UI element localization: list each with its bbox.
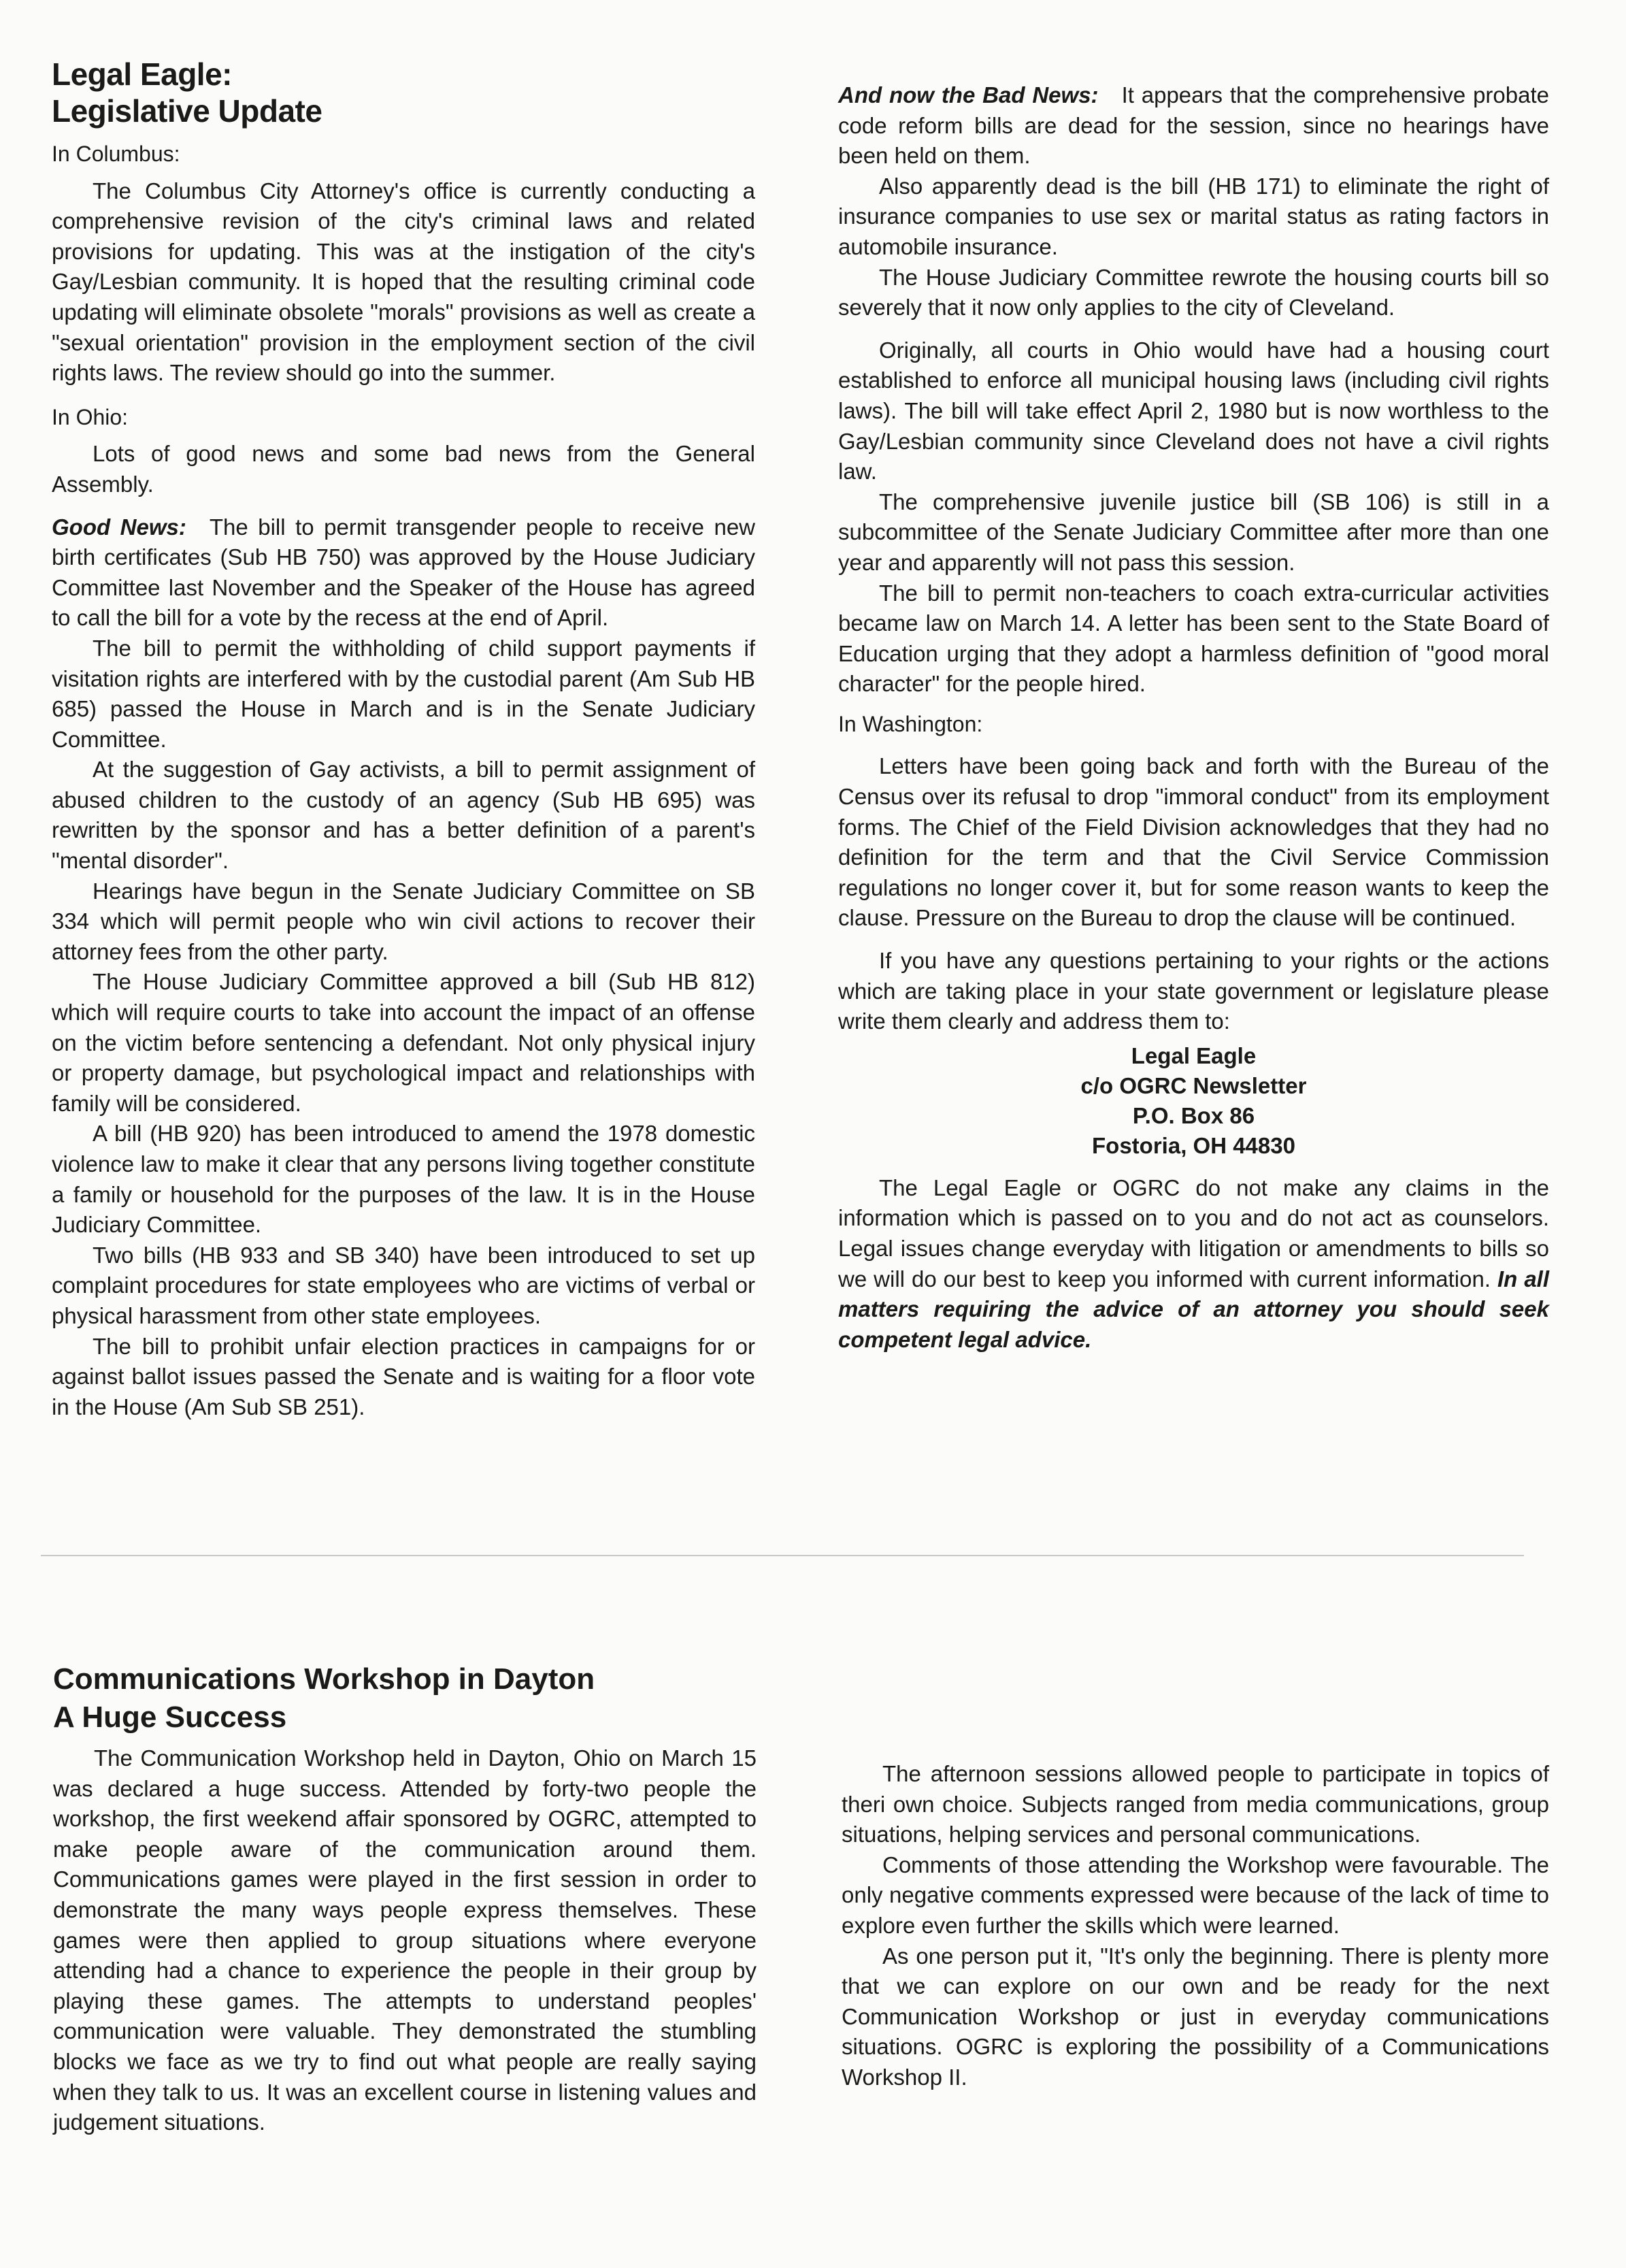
address-line: c/o OGRC Newsletter	[1080, 1072, 1307, 1098]
section-label-ohio: In Ohio:	[52, 404, 129, 429]
workshop-left-column	[53, 1660, 757, 2138]
bad-news-paragraph	[838, 80, 1549, 171]
paragraph: The bill to permit the withholding of child support payments if visitation rights are interfered with by the custodial parent (Am Sub HB 685) passed the House in March and is in the Senate Judiciary Committee.	[52, 635, 755, 752]
paragraph: The House Judiciary Committee approved a bill (Sub HB 812) which will require courts to take into account the impact of an offense on the victim before sentencing a defendant. Not only physical injury or property damage, but psychological impact and relationships with family will be considered.	[52, 969, 755, 1116]
title-line-1: Legal Eagle:	[52, 56, 232, 92]
paragraph: The comprehensive juvenile justice bill (SB 106) is still in a subcommittee of the Senate Judiciary Committee after more than one year and apparently will not pass this session.	[838, 489, 1549, 575]
good-news-lead: Good News:	[52, 514, 186, 540]
title-line-2: Legislative Update	[52, 93, 322, 129]
section-label-columbus: In Columbus:	[52, 142, 180, 166]
address-line: Fostoria, OH 44830	[1092, 1132, 1295, 1158]
disclaimer-paragraph	[838, 1173, 1549, 1355]
title-line-2: A Huge Success	[53, 1700, 287, 1734]
disclaimer-emphasis: In all matters requiring the advice of an attorney you should seek competent legal advice.	[838, 1266, 1550, 1352]
legal-eagle-left-column	[52, 56, 755, 1422]
good-news-text: The bill to permit transgender people to receive new birth certificates (Sub HB 750) was approved by the House Judiciary Committee last November and the Speaker of the House has agreed to call the bill for a vote by the recess at the end of April.	[52, 514, 756, 631]
paragraph: The bill to permit non-teachers to coach extra-curricular activities became law on March 14. A letter has been sent to the State Board of Education urging that they adopt a harmless definition of "good moral character" for the people hired.	[838, 580, 1549, 697]
paragraph: Lots of good news and some bad news from the General Assembly.	[52, 441, 755, 497]
paragraph: Also apparently dead is the bill (HB 171) to eliminate the right of insurance companies to use sex or marital status as rating factors in automobile insurance.	[838, 173, 1549, 259]
paragraph: The Communication Workshop held in Dayton, Ohio on March 15 was declared a huge success. Attended by forty-two people the workshop, the first weekend affair sponsored by OGRC, attempted to make people aware of the communication around them. Communications games were played in the first session in order to demonstrate the many ways people express themselves. These games were then applied to group situations where everyone attending had a chance to experience the people in their group by playing these games. The attempts to understand peoples' communication were valuable. They demonstrated the stumbling blocks we face as we try to find out what people are really saying when they talk to us. It was an excellent course in listening values and judgement situations.	[53, 1745, 757, 2135]
workshop-right-column	[842, 1759, 1549, 2093]
disclaimer-text: The Legal Eagle or OGRC do not make any claims in the information which is passed on to you and do not act as counselors. Legal issues change everyday with litigation or amendments to bills so we will do our best to keep you informed with current information.	[838, 1174, 1549, 1292]
bad-news-lead: And now the Bad News:	[838, 82, 1099, 108]
paragraph: Hearings have begun in the Senate Judiciary Committee on SB 334 which will permit people who win civil actions to recover their attorney fees from the other party.	[52, 878, 755, 964]
workshop-title	[53, 1660, 757, 1737]
section-divider	[41, 1555, 1524, 1556]
legal-eagle-right-column	[838, 80, 1549, 1355]
title-line-1: Communications Workshop in Dayton	[53, 1662, 595, 1696]
paragraph: At the suggestion of Gay activists, a bill to permit assignment of abused children to the custody of an agency (Sub HB 695) was rewritten by the sponsor and has a better definition of a parent's "mental disorder".	[52, 757, 755, 874]
bad-news-text: It appears that the comprehensive probate code reform bills are dead for the session, since no hearings have been held on them.	[838, 82, 1550, 169]
paragraph: If you have any questions pertaining to your rights or the actions which are taking place in your state government or legislature please write them clearly and address them to:	[838, 948, 1549, 1034]
article-title	[52, 56, 755, 129]
paragraph: The bill to prohibit unfair election practices in campaigns for or against ballot issues passed the Senate and is waiting for a floor vote in the House (Am Sub SB 251).	[52, 1333, 755, 1419]
address-line: Legal Eagle	[1131, 1042, 1257, 1068]
paragraph: Originally, all courts in Ohio would have had a housing court established to enforce all municipal housing laws (including civil rights laws). The bill will take effect April 2, 1980 but is now worthless to the Gay/Lesbian community since Cleveland does not have a civil rights law.	[838, 337, 1549, 484]
address-line: P.O. Box 86	[1132, 1102, 1255, 1128]
section-label-washington: In Washington:	[838, 711, 983, 736]
paragraph: The House Judiciary Committee rewrote the housing courts bill so severely that it now only applies to the city of Cleveland.	[838, 264, 1549, 321]
paragraph: A bill (HB 920) has been introduced to amend the 1978 domestic violence law to make it clear that any persons living together constitute a family or household for the purposes of the law. It is in the House Judiciary Committee.	[52, 1121, 755, 1238]
good-news-paragraph	[52, 512, 755, 634]
paragraph: Letters have been going back and forth with the Bureau of the Census over its refusal to drop "immoral conduct" from its employment forms. The Chief of the Field Division acknowledges that they had no definition for the term and that the Civil Service Commission regulations no longer cover it, but for some reason wants to keep the clause. Pressure on the Bureau to drop the clause will be continued.	[838, 753, 1549, 931]
paragraph: Two bills (HB 933 and SB 340) have been introduced to set up complaint procedures for state employees who are victims of verbal or physical harassment from other state employees.	[52, 1242, 755, 1328]
paragraph: Comments of those attending the Workshop were favourable. The only negative comments expressed were because of the lack of time to explore even further the skills which were learned.	[842, 1852, 1549, 1938]
paragraph: As one person put it, "It's only the beginning. There is plenty more that we can explore on our own and be ready for the next Communication Workshop or just in everyday communications situations. OGRC is exploring the possibility of a Communications Workshop II.	[842, 1943, 1549, 2090]
paragraph: The Columbus City Attorney's office is currently conducting a comprehensive revision of the city's criminal laws and related provisions for updating. This was at the instigation of the city's Gay/Lesbian community. It is hoped that the resulting criminal code updating will eliminate obsolete "morals" provisions as well as create a "sexual orientation" provision in the employment section of the civil rights laws. The review should go into the summer.	[52, 178, 755, 386]
mailing-address	[838, 1041, 1549, 1161]
paragraph: The afternoon sessions allowed people to participate in topics of theri own choice. Subjects ranged from media communications, group situations, helping services and personal communications.	[842, 1761, 1549, 1847]
